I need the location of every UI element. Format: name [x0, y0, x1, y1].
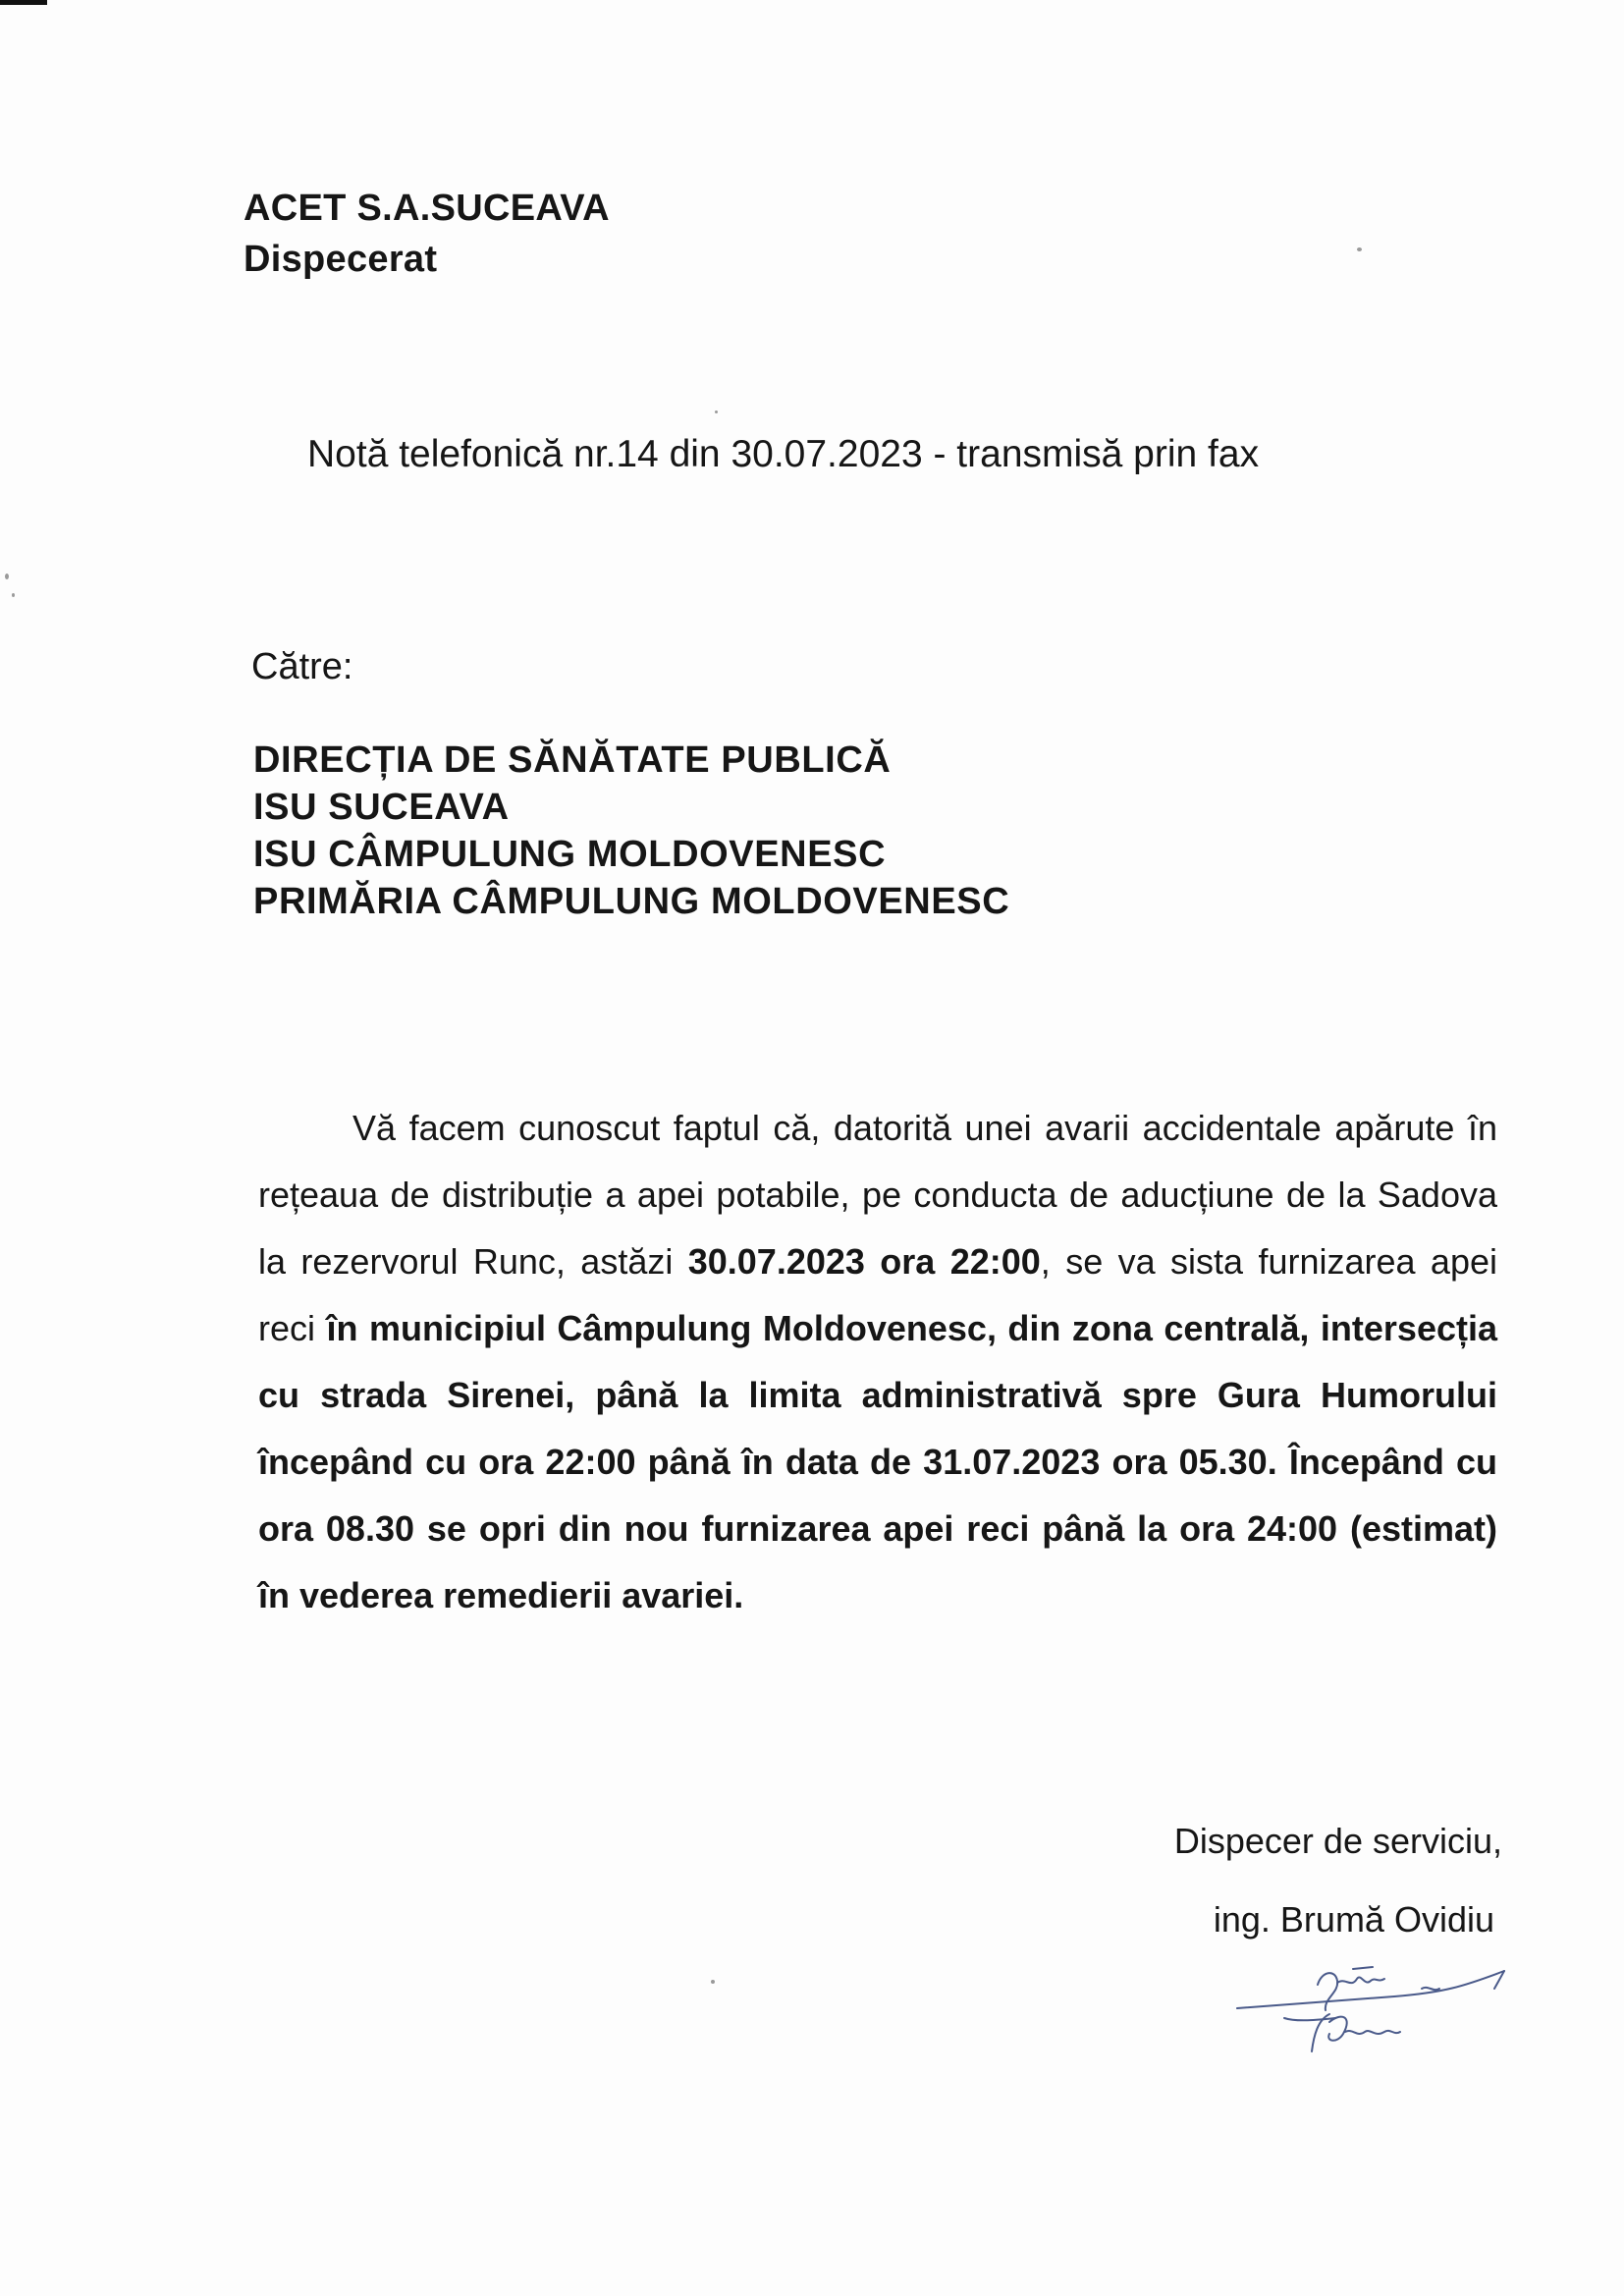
recipient-item: PRIMĂRIA CÂMPULUNG MOLDOVENESC — [253, 881, 1010, 922]
body-text-1: Vă facem cunoscut faptul că, datorită unei avarii accidentale apărute în rețeaua de distribuție a apei potabile, pe conducta de aducțiune de la Sadova la rezervorul Runc, astăzi — [258, 1108, 1497, 1282]
sender-block — [244, 183, 610, 285]
body-text-2: , se va sista furnizarea apei reci — [258, 1241, 1497, 1348]
body-bold-datetime: 30.07.2023 ora 22:00 — [687, 1241, 1041, 1282]
recipient-item: ISU SUCEAVA — [253, 787, 510, 828]
scan-speck — [12, 593, 15, 597]
note-title: Notă telefonică nr.14 din 30.07.2023 - transmisă prin fax — [307, 433, 1260, 475]
scan-edge-mark — [0, 0, 47, 5]
scan-speck — [715, 410, 718, 413]
department-name: Dispecerat — [244, 239, 438, 280]
recipient-item: DIRECȚIA DE SĂNĂTATE PUBLICĂ — [253, 739, 892, 781]
scan-speck — [711, 1980, 715, 1984]
recipient-list — [253, 737, 1009, 925]
body-bold-details: în municipiul Câmpulung Moldovenesc, din zona centrală, intersecția cu strada Sirenei, până la limita administrativă spre Gura Humorului începând cu ora 22:00 până în data de 31.07.2023 ora 05.30. Începând cu ora 08.30 se opri din nou furnizarea apei reci până la ora 24:00 (estimat) în vederea remedierii avariei. — [258, 1308, 1497, 1615]
organization-name: ACET S.A.SUCEAVA — [244, 188, 610, 229]
to-label: Către: — [251, 646, 353, 687]
closing-role: Dispecer de serviciu, — [1173, 1821, 1502, 1861]
signatory-name: ing. Brumă Ovidiu — [1213, 1899, 1494, 1940]
scan-speck — [5, 574, 9, 579]
recipient-item: ISU CÂMPULUNG MOLDOVENESC — [253, 834, 887, 875]
body-paragraph — [258, 1095, 1497, 1629]
scan-speck — [1357, 247, 1362, 251]
handwritten-signature — [1227, 1949, 1522, 2062]
